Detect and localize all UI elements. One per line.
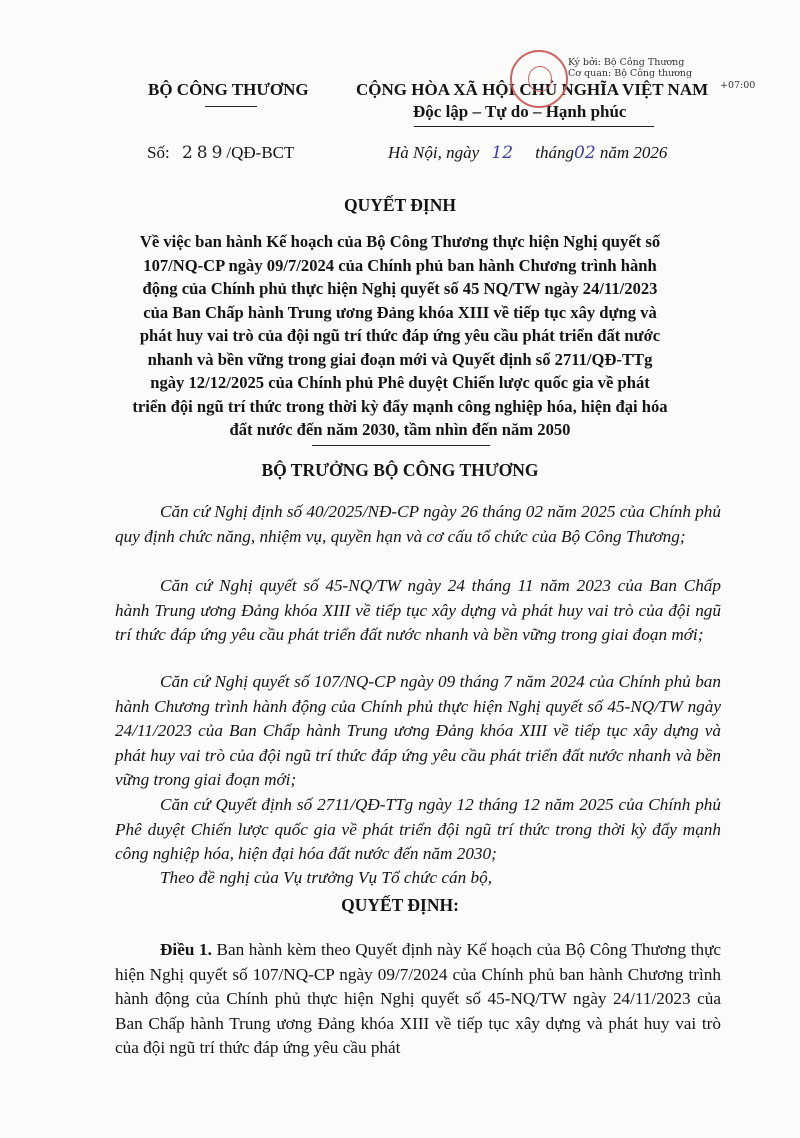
document-title: QUYẾT ĐỊNH <box>344 195 456 215</box>
ministry-name: BỘ CÔNG THƯƠNG <box>148 80 309 99</box>
legal-basis-5: Theo đề nghị của Vụ trưởng Vụ Tổ chức cán bộ, <box>160 868 493 887</box>
subject-line: 107/NQ-CP ngày 09/7/2024 của Chính phủ ban hành Chương trình hành <box>143 255 657 275</box>
legal-basis-1: Căn cứ Nghị định số 40/2025/NĐ-CP ngày 26 tháng 02 năm 2025 của Chính phủ quy định chức năng, nhiệm vụ, quyền hạn và cơ cấu tổ chức của Bộ Công Thương; <box>115 502 721 546</box>
date-day: 12 <box>491 143 514 163</box>
subject-line: phát huy vai trò của đội ngũ trí thức đáp ứng yêu cầu phát triển đất nước <box>139 326 661 345</box>
document-number <box>147 143 294 163</box>
subject-line: nhanh và bền vững trong giai đoạn mới và Quyết định số 2711/QĐ-TTg <box>147 349 653 369</box>
signature-time: +07:00 <box>720 80 756 91</box>
legal-basis-4: Căn cứ Quyết định số 2711/QĐ-TTg ngày 12 tháng 12 năm 2025 của Chính phủ Phê duyệt Chiến lược quốc gia về phát triển đội ngũ trí thức trong thời kỳ đẩy mạnh công nghiệp hóa, hiện đại hóa đất nước đến năm 2030; <box>115 795 721 863</box>
date-year: năm 2026 <box>599 143 668 162</box>
subject-line: triển đội ngũ trí thức trong thời kỳ đẩy mạnh công nghiệp hóa, hiện đại hóa <box>132 396 668 416</box>
decision-heading: QUYẾT ĐỊNH: <box>341 895 459 915</box>
date-month-label: tháng <box>535 143 575 162</box>
date-month: 02 <box>574 143 596 163</box>
article-1-text: Ban hành kèm theo Quyết định này Kế hoạch của Bộ Công Thương thực hiện Nghị quyết số 107/NQ-CP ngày 09/7/2024 của Chính phủ ban hành Chương trình hành động của Chính phủ thực hiện Nghị quyết số 45-NQ/TW ngày 24/11/2023 của Ban Chấp hành Trung ương Đảng khóa XIII về tiếp tục xây dựng và phát huy vai trò của đội ngũ trí thức đáp ứng yêu cầu phát <box>115 940 722 1057</box>
authority-heading: BỘ TRƯỞNG BỘ CÔNG THƯƠNG <box>261 460 539 480</box>
nation-name: CỘNG HÒA XÃ HỘI CHỦ NGHĨA VIỆT NAM <box>356 80 709 99</box>
place-date-prefix: Hà Nội, ngày <box>388 143 480 162</box>
motto: Độc lập – Tự do – Hạnh phúc <box>413 102 627 121</box>
subject-line: đất nước đến năm 2030, tầm nhìn đến năm 2050 <box>229 420 571 439</box>
subject-line: ngày 12/12/2025 của Chính phủ Phê duyệt Chiến lược quốc gia về phát <box>150 373 650 392</box>
subject-line: của Ban Chấp hành Trung ương Đảng khóa XIII về tiếp tục xây dựng và <box>143 302 657 322</box>
subject-line: Về việc ban hành Kế hoạch của Bộ Công Thương thực hiện Nghị quyết số <box>139 232 661 251</box>
signature-agency: Cơ quan: Bộ Công thương <box>568 68 693 79</box>
seal-stamp-icon <box>510 50 568 108</box>
motto-underline <box>414 126 654 127</box>
number-prefix: Số: <box>147 143 170 162</box>
article-1-label: Điều 1. <box>160 940 212 959</box>
ministry-underline <box>205 106 257 107</box>
legal-basis-3: Căn cứ Nghị quyết số 107/NQ-CP ngày 09 tháng 7 năm 2024 của Chính phủ ban hành Chương trình hành động của Chính phủ thực hiện Nghị quyết số 45-NQ/TW ngày 24/11/2023 của Ban Chấp hành Trung ương Đảng khóa XIII về tiếp tục xây dựng và phát huy vai trò của đội ngũ trí thức đáp ứng yêu cầu phát triển đất nước nhanh và bền vững trong giai đoạn mới; <box>115 672 721 789</box>
document-subject <box>118 230 682 442</box>
legal-basis-2: Căn cứ Nghị quyết số 45-NQ/TW ngày 24 tháng 11 năm 2023 của Ban Chấp hành Trung ương Đảng khóa XIII về tiếp tục xây dựng và phát huy vai trò của đội ngũ trí thức đáp ứng yêu cầu phát triển đất nước nhanh và bền vững trong giai đoạn mới; <box>115 576 721 644</box>
signature-signer: Ký bởi: Bộ Công Thương <box>568 57 685 68</box>
number-suffix: /QĐ-BCT <box>226 143 295 162</box>
subject-line: động của Chính phủ thực hiện Nghị quyết số 45 NQ/TW ngày 24/11/2023 <box>142 279 658 298</box>
place-date <box>388 143 667 163</box>
number-value: 289 <box>181 143 227 163</box>
article-1 <box>115 938 721 1061</box>
subject-underline <box>312 445 490 446</box>
